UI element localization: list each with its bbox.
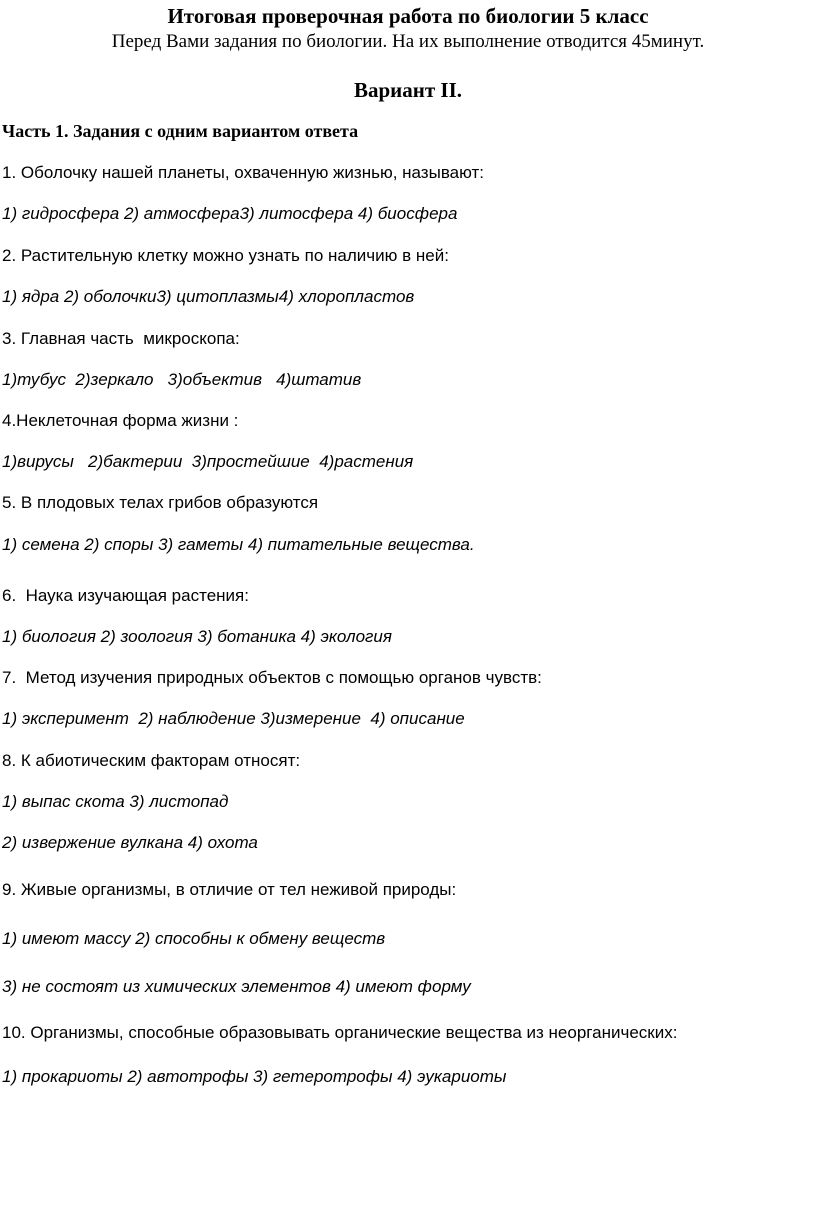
answer-options-2: 1) ядра 2) оболочки3) цитоплазмы4) хлоропластов [2,287,415,306]
document-subtitle: Перед Вами задания по биологии. На их выполнение отводится 45минут. [111,31,705,52]
answer-options-6: 1) биология 2) зоология 3) ботаника 4) экология [2,627,392,646]
answer-options-9b: 3) не состоят из химических элементов 4) имеют форму [2,977,471,996]
question-3: 3. Главная часть микроскопа: [2,329,240,348]
answer-options-8a: 1) выпас скота 3) листопад [2,792,229,811]
document-title: Итоговая проверочная работа по биологии 5 класс [167,4,649,28]
answer-options-4: 1)вирусы 2)бактерии 3)простейшие 4)растения [2,452,414,471]
answer-options-3: 1)тубус 2)зеркало 3)объектив 4)штатив [2,370,362,389]
answer-options-1: 1) гидросфера 2) атмосфера3) литосфера 4) биосфера [2,204,458,223]
variant-heading: Вариант II. [353,78,463,102]
question-5: 5. В плодовых телах грибов образуются [2,493,319,512]
answer-options-7: 1) эксперимент 2) наблюдение 3)измерение 4) описание [2,709,465,728]
question-8: 8. К абиотическим факторам относят: [2,751,301,770]
question-4: 4.Неклеточная форма жизни : [2,411,239,430]
question-7: 7. Метод изучения природных объектов с помощью органов чувств: [2,668,542,687]
answer-options-5: 1) семена 2) споры 3) гаметы 4) питательные вещества. [2,535,475,554]
question-9: 9. Живые организмы, в отличие от тел неживой природы: [2,880,457,899]
question-1: 1. Оболочку нашей планеты, охваченную жизнью, называют: [2,163,485,182]
question-10: 10. Организмы, способные образовывать органические вещества из неорганических: [2,1023,678,1042]
answer-options-9a: 1) имеют массу 2) способны к обмену веществ [2,929,386,948]
question-2: 2. Растительную клетку можно узнать по наличию в ней: [2,246,449,265]
question-6: 6. Наука изучающая растения: [2,586,249,605]
section-title: Часть 1. Задания с одним вариантом ответа [2,121,359,141]
answer-options-8b: 2) извержение вулкана 4) охота [2,833,258,852]
answer-options-10: 1) прокариоты 2) автотрофы 3) гетеротрофы 4) эукариоты [2,1067,507,1086]
